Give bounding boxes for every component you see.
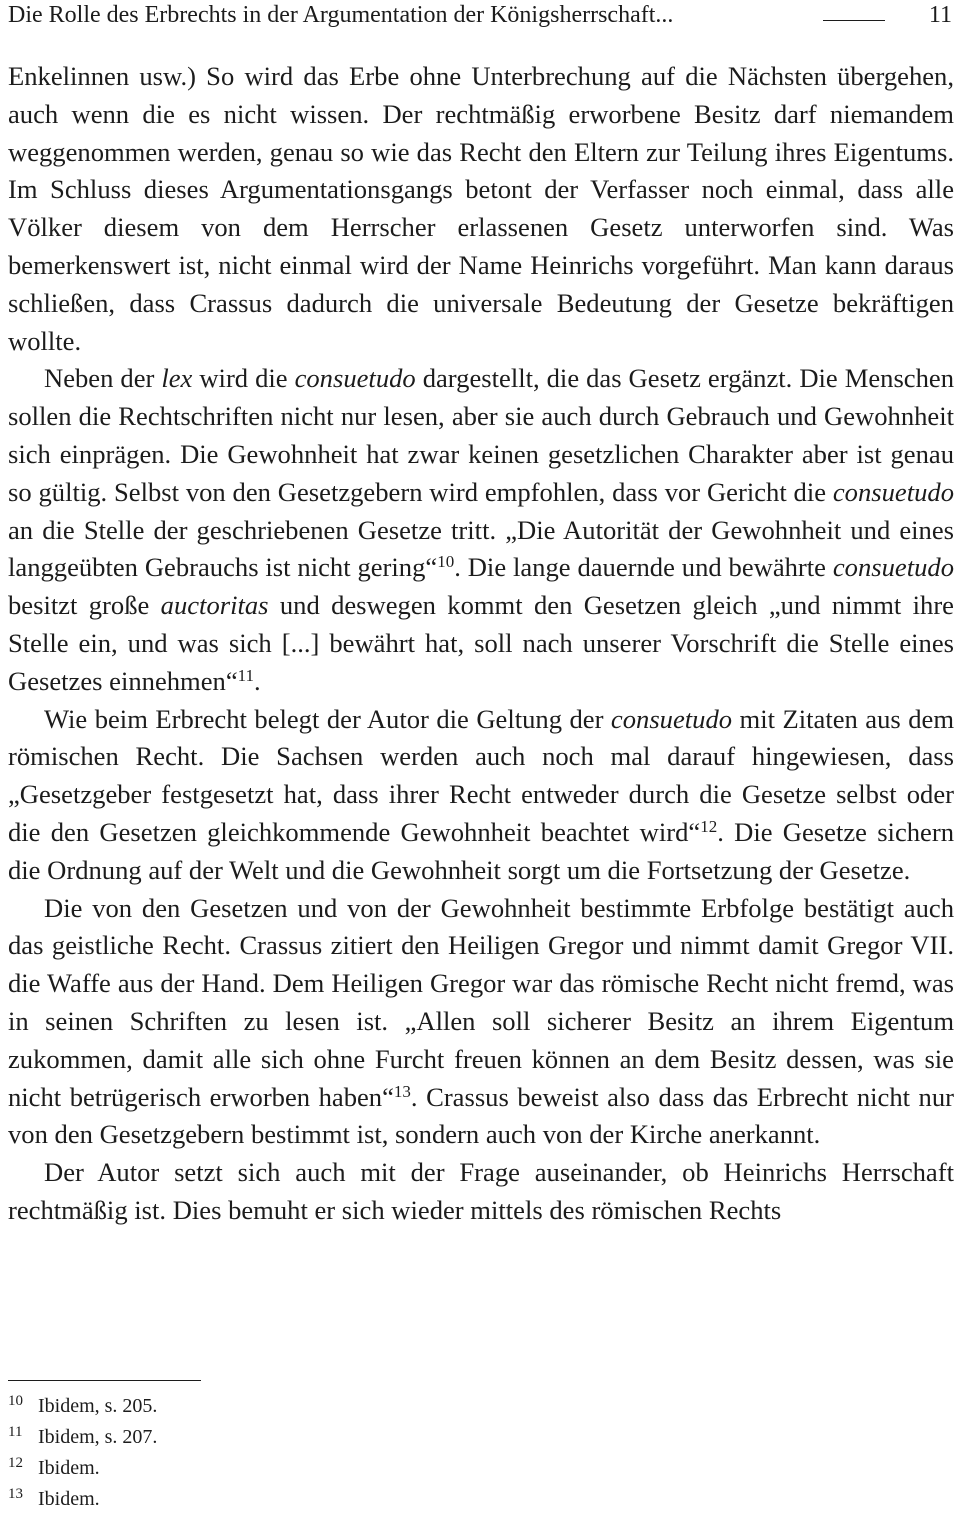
italic-term: consuetudo [294,363,416,394]
paragraph-text: Neben der [44,363,162,394]
running-header [8,0,952,32]
footnote-text: Ibidem, s. 205. [38,1395,158,1417]
paragraph-text: an die Stelle der geschriebenen Gesetze tritt. „Die Autorität der Gewohnheit und eines langgeübten Gebrauchs ist nicht gering“ [8,514,954,583]
page-number: 11 [928,2,952,28]
footnote-reference[interactable]: 11 [237,665,255,685]
paragraph-text: . [254,665,261,696]
paragraph-3 [8,701,954,890]
paragraph-text: Wie beim Erbrecht belegt der Autor die Geltung der [44,703,611,734]
paragraph-text: . Crassus beweist also dass das Erbrecht nicht nur von den Gesetzgebern bestimmt ist, sondern auch von der Kirche anerkannt. [8,1081,954,1150]
paragraph-text: dargestellt, die das Gesetz ergänzt. Die Menschen sollen die Rechtschriften nicht nur lesen, aber sie auch durch Gebrauch und Gewohnheit sich einprägen. Die Gewohnheit hat zwar keinen gesetzlichen Charakter aber ist genau so gültig. Selbst von den Gesetzgebern wird empfohlen, dass vor Gericht die [8,363,954,507]
footnote-number: 11 [8,1424,23,1440]
paragraph-2 [8,360,954,700]
footnote-text: Ibidem. [38,1488,100,1510]
footnote-text: Ibidem, s. 207. [38,1426,158,1448]
paragraph-4 [8,890,954,1155]
paragraph-5 [8,1154,954,1230]
italic-term: consuetudo [610,703,733,734]
footnote-text: Ibidem. [38,1457,100,1479]
paragraph-text: mit Zitaten aus dem römischen Recht. Die Sachsen werden auch noch mal darauf hingewiesen, dass „Gesetzgeber festgesetzt hat, dass ihrer Recht entweder durch die Gesetze selbst oder die den Gesetzen gleichkommende Gewohnheit beachtet wird“ [8,703,955,847]
paragraph-text: Enkelinnen usw.) So wird das Erbe ohne Unterbrechung auf die Nächsten übergehen, auch wenn die es nicht wissen. Der rechtmäßig erworbene Besitz darf niemandem weggenommen werden, genau so wie das Recht den Eltern zur Teilung ihres Eigentums. Im Schluss dieses Argumentationsgangs betont der Verfasser noch einmal, dass alle Völker diesem von dem Herrscher erlassenen Gesetz unterworfen sind. Was bemerkenswert ist, nicht einmal wird der Name Heinrichs vorgeführt. Man kann daraus schließen, dass Crassus dadurch die universale Bedeutung der Gesetze bekräftigen wollte. [8,61,954,356]
footnote-number: 13 [8,1486,23,1502]
footnote-reference[interactable]: 13 [393,1081,411,1101]
footnote-reference[interactable]: 12 [700,816,718,836]
footnote-reference[interactable]: 10 [437,552,455,572]
italic-term: consuetudo [832,552,954,583]
paragraph-text: . Die Gesetze sichern die Ordnung auf der Welt und die Gewohnheit sorgt um die Fortsetzung der Gesetze. [8,816,954,885]
footnote-number: 12 [8,1455,23,1471]
header-rule [823,20,885,21]
paragraph-text: wird die [192,363,295,394]
paragraph-text: Die von den Gesetzen und von der Gewohnheit bestimmte Erbfolge bestätigt auch das geistliche Recht. Crassus zitiert den Heiligen Gregor und nimmt damit Gregor VII. die Waffe aus der Hand. Dem Heiligen Gregor war das römische Recht nicht fremd, was in seinen Schriften zu lesen ist. „Allen soll sicherer Besitz an ihrem Eigentum zukommen, damit alle sich ohne Furcht freuen können an dem Besitz dessen, was sie nicht betrügerisch erworben haben“ [8,892,954,1112]
paragraph-text: und deswegen kommt den Gesetzen gleich „und nimmt ihre Stelle ein, und was sich [...] bewährt hat, soll nach unserer Vorschrift die Stelle eines Gesetzes einnehmen“ [8,590,954,696]
footnote-number: 10 [8,1393,23,1409]
paragraph-text: . Die lange dauernde und bewährte [454,552,833,583]
body-text [8,58,954,1230]
italic-term: lex [161,363,193,394]
paragraph-text: Der Autor setzt sich auch mit der Frage auseinander, ob Heinrichs Herrschaft rechtmäßig ist. Dies bemuht er sich wieder mittels des römischen Rechts [8,1157,954,1225]
footnote-separator [8,1380,201,1381]
italic-term: consuetudo [832,476,954,507]
paragraph-1 [8,58,954,360]
running-title: Die Rolle des Erbrechts in der Argumentation der Königsherrschaft... [8,2,674,28]
italic-term: auctoritas [160,590,269,621]
paragraph-text: besitzt große [8,590,161,621]
